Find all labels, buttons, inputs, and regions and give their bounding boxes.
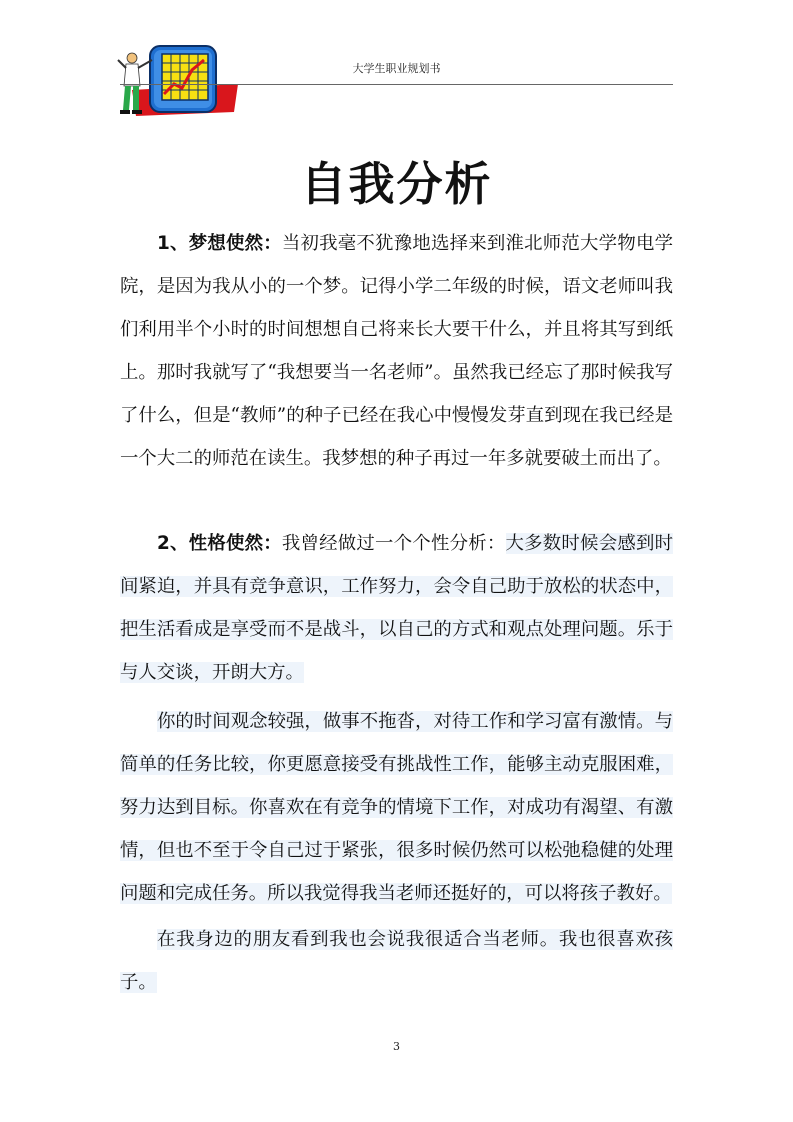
header-divider: [120, 84, 673, 85]
paragraph-lead-number: 2、: [157, 533, 189, 554]
highlighted-text: 大多数时候会感到时间紧迫，并具有竞争意识，工作努力，会令自己助于放松的状态中，把生活看成是享受而不是战斗，以自己的方式和观点处理问题。乐于与人交谈，开朗大方。: [120, 533, 673, 683]
page-title: 自我分析: [300, 157, 493, 211]
page-number: 3: [393, 1040, 400, 1053]
header-title: 大学生职业规划书: [352, 62, 441, 75]
paragraph-friends: [120, 918, 673, 1004]
paragraph-dream: [120, 222, 673, 480]
highlighted-text: 你的时间观念较强，做事不拖沓，对待工作和学习富有激情。与简单的任务比较，你更愿意接受有挑战性工作，能够主动克服困难，努力达到目标。你喜欢在有竞争的情境下工作，对成功有渴望、有激情，但也不至于令自己过于紧张，很多时候仍然可以松弛稳健的处理问题和完成任务。所以我觉得我当老师还挺好的，可以将孩子教好。: [120, 711, 673, 904]
paragraph-intro: 我曾经做过一个个性分析：: [281, 533, 506, 554]
paragraph-personality: [120, 522, 673, 694]
paragraph-heading: 梦想使然：: [188, 233, 282, 254]
paragraph-lead-number: 1、: [157, 233, 189, 254]
logo-image: [112, 40, 240, 122]
paragraph-heading: 性格使然：: [188, 533, 282, 554]
highlighted-text: 在我身边的朋友看到我也会说我很适合当老师。我也很喜欢孩子。: [120, 929, 673, 993]
paragraph-time-awareness: [120, 700, 673, 915]
paragraph-body: 当初我毫不犹豫地选择来到淮北师范大学物电学院，是因为我从小的一个梦。记得小学二年级的时候，语文老师叫我们利用半个小时的时间想想自己将来长大要干什么，并且将其写到纸上。那时我就写了“我想要当一名老师”。虽然我已经忘了那时候我写了什么，但是“教师”的种子已经在我心中慢慢发芽直到现在我已经是一个大二的师范在读生。我梦想的种子再过一年多就要破土而出了。: [120, 233, 673, 469]
